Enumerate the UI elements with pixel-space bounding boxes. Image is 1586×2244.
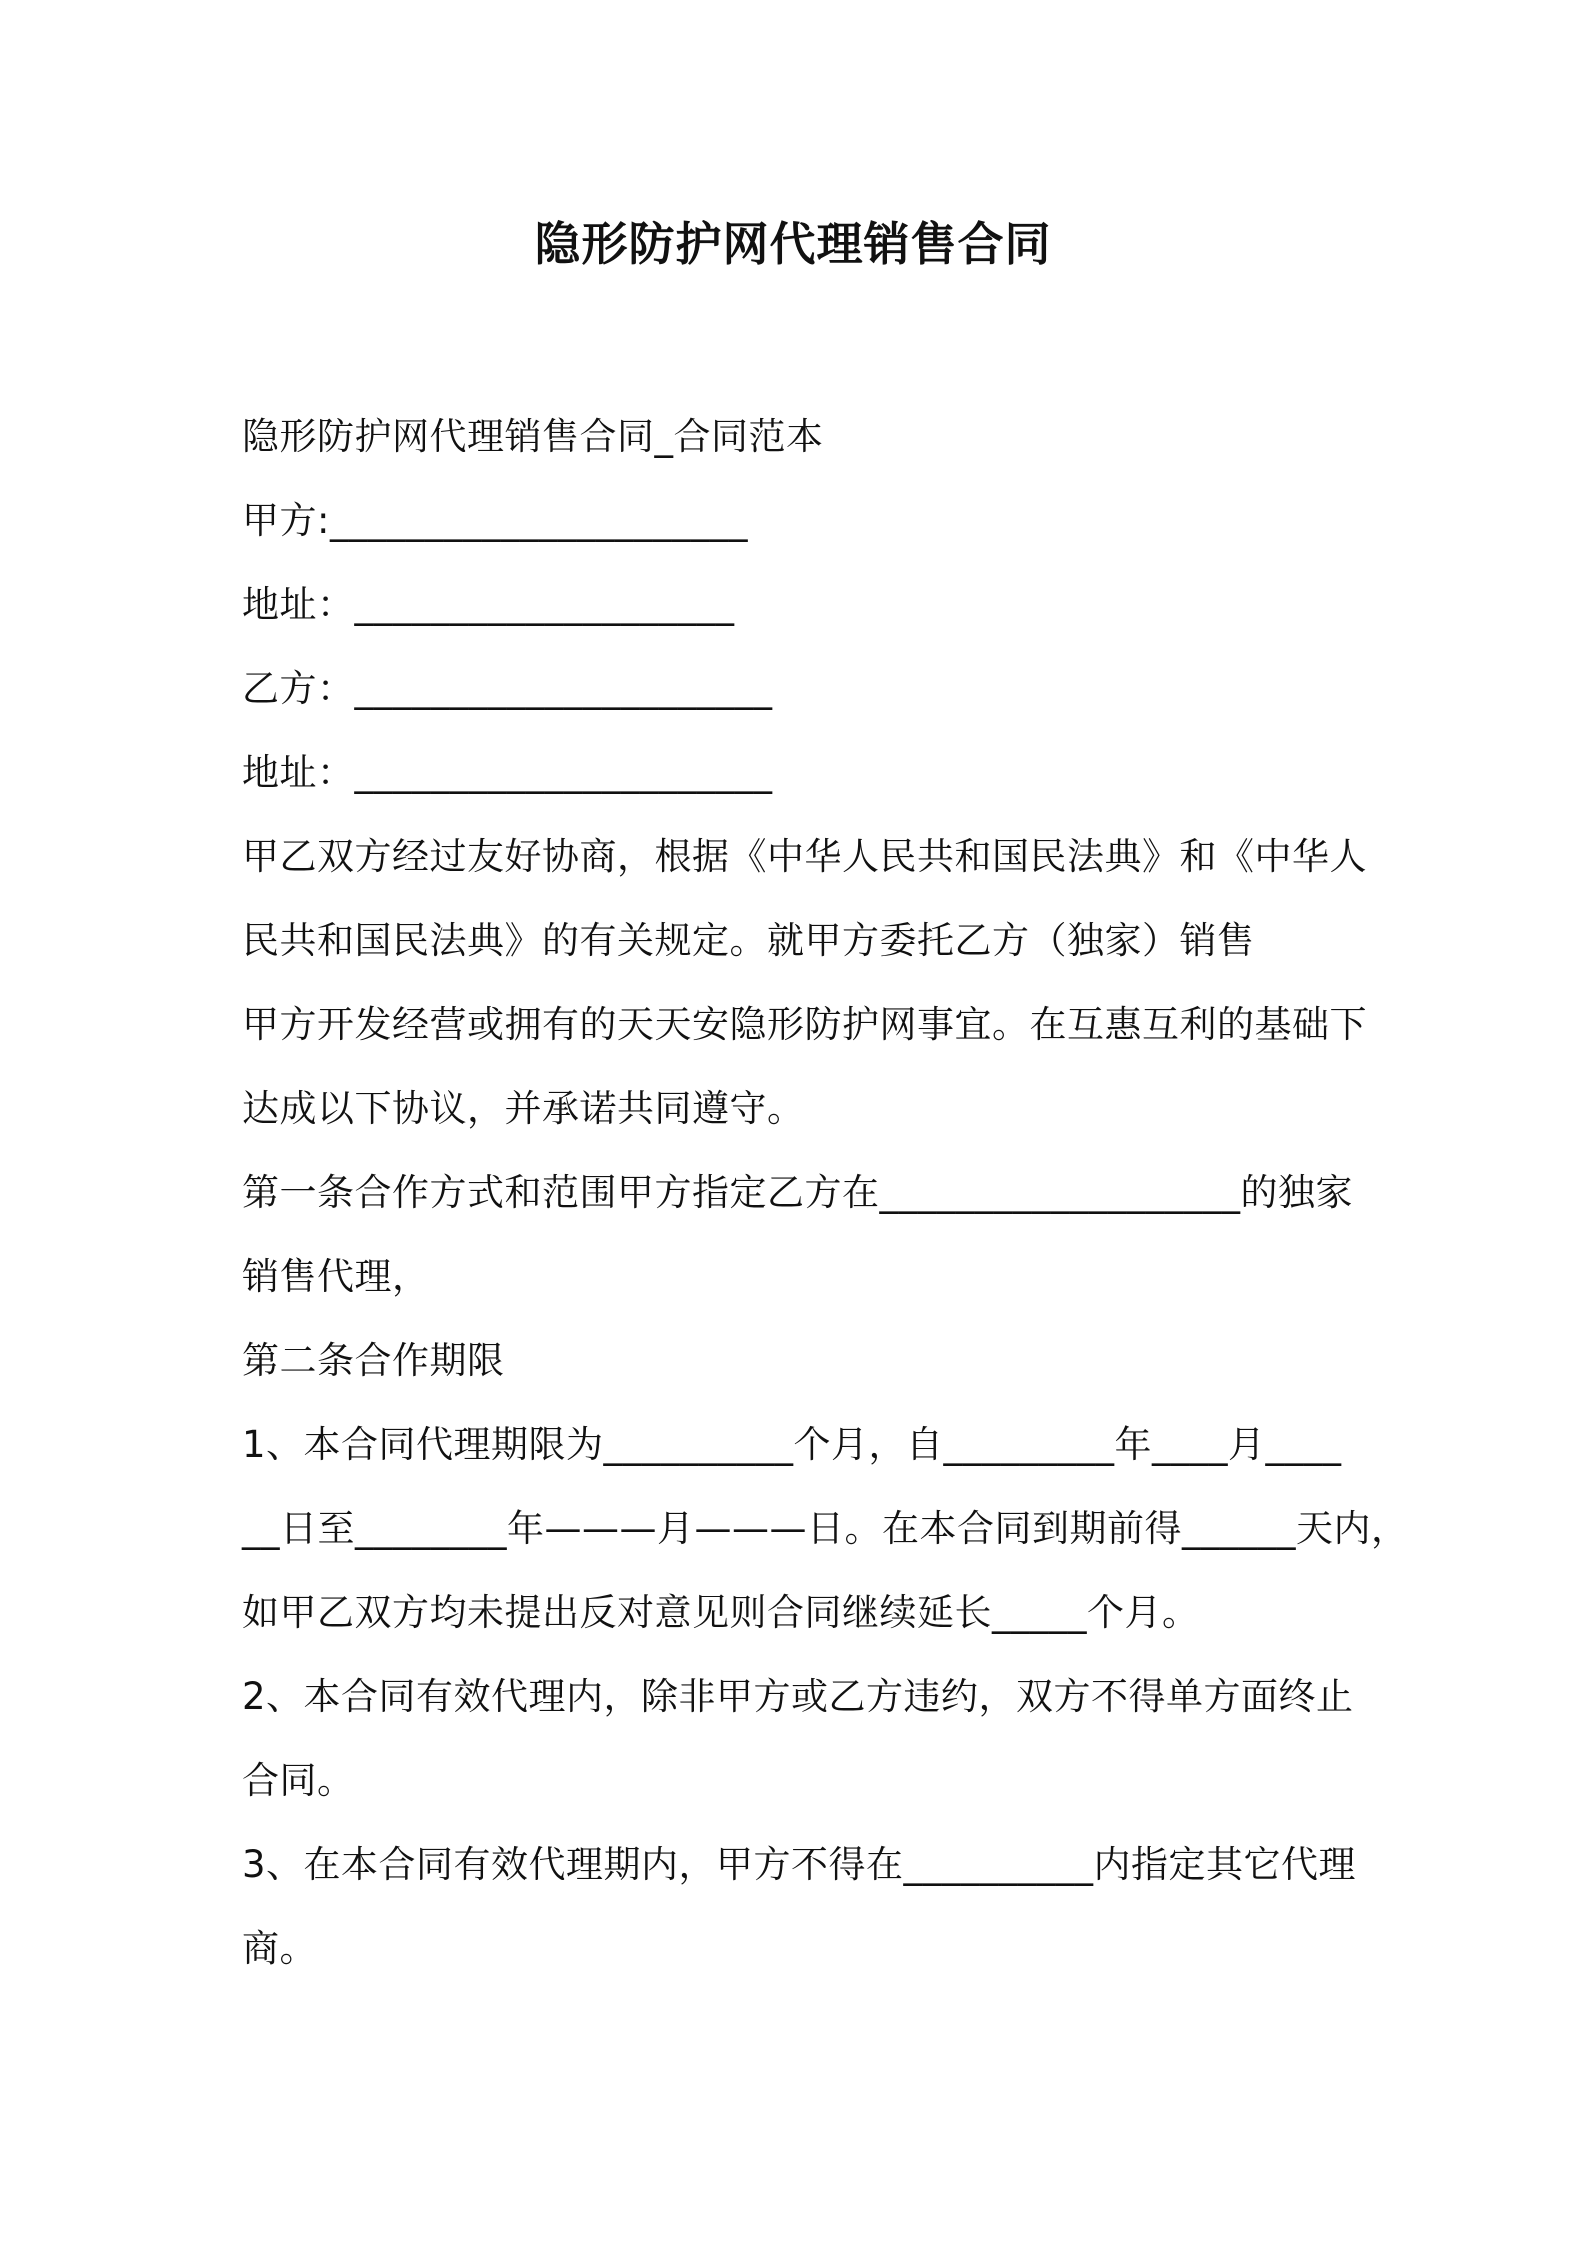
clause-1-line: __日至________年———月———日。在本合同到期前得______天内， xyxy=(242,1507,1409,1550)
party-a-line: 甲方:______________________ xyxy=(242,499,748,542)
preamble-line: 达成以下协议，并承诺共同遵守。 xyxy=(242,1087,805,1130)
clause-2-line: 合同。 xyxy=(242,1759,355,1802)
clause-1-line: 如甲乙双方均未提出反对意见则合同继续延长_____个月。 xyxy=(242,1591,1200,1634)
clause-3-line: 3、在本合同有效代理期内，甲方不得在__________内指定其它代理 xyxy=(242,1843,1357,1886)
clause-1-line: 1、本合同代理期限为__________个月，自_________年____月____ xyxy=(242,1423,1342,1466)
clause-2-line: 2、本合同有效代理内，除非甲方或乙方违约，双方不得单方面终止 xyxy=(242,1675,1354,1718)
article-2-heading: 第二条合作期限 xyxy=(242,1339,505,1382)
preamble-line: 甲方开发经营或拥有的天天安隐形防护网事宜。在互惠互利的基础下 xyxy=(242,1003,1367,1046)
preamble-line: 甲乙双方经过友好协商，根据《中华人民共和国民法典》和《中华人 xyxy=(242,835,1367,878)
subtitle-line: 隐形防护网代理销售合同_合同范本 xyxy=(242,415,824,458)
article-1-line: 第一条合作方式和范围甲方指定乙方在___________________的独家 xyxy=(242,1171,1353,1214)
party-a-address-line: 地址：____________________ xyxy=(242,583,735,626)
party-b-address-line: 地址：______________________ xyxy=(242,751,773,794)
page-title: 隐形防护网代理销售合同 xyxy=(534,217,1052,271)
party-b-line: 乙方：______________________ xyxy=(242,667,773,710)
article-1-line: 销售代理， xyxy=(242,1255,430,1298)
preamble-line: 民共和国民法典》的有关规定。就甲方委托乙方（独家）销售 xyxy=(242,919,1255,962)
clause-3-line: 商。 xyxy=(242,1927,317,1970)
